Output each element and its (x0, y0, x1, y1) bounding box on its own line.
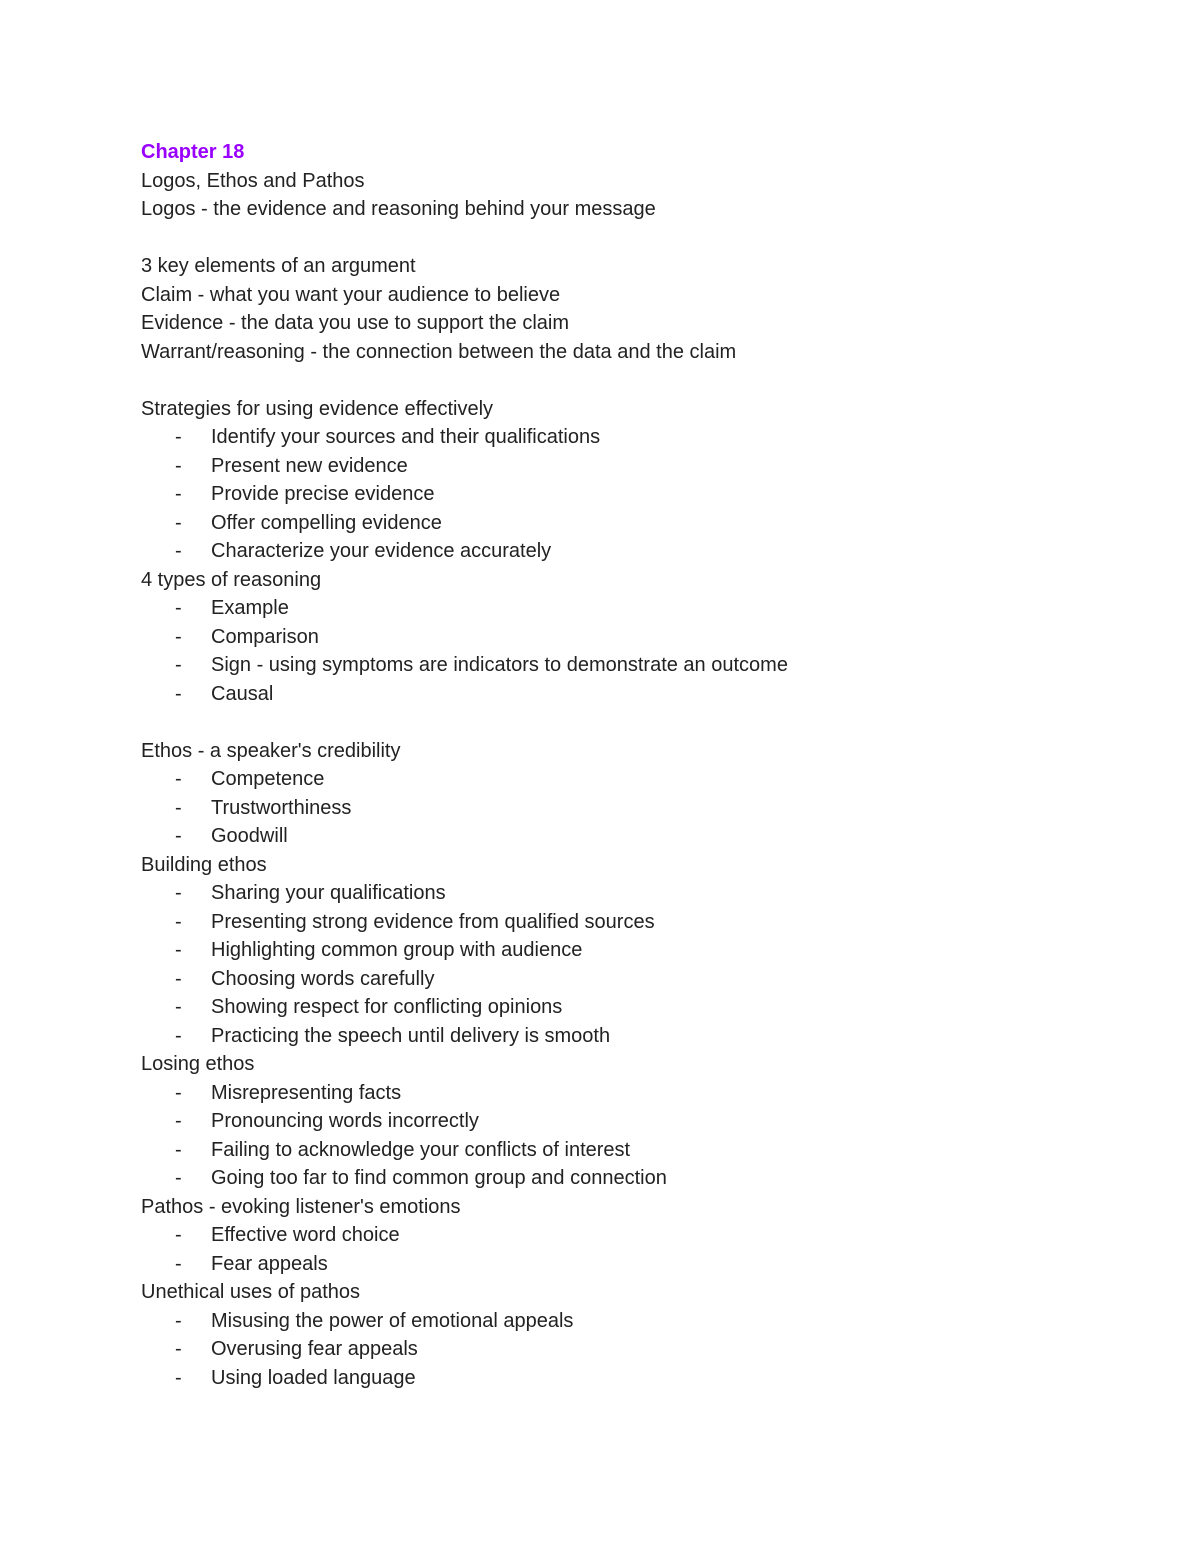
bullet-dash: - (175, 1366, 182, 1389)
list-item: - Example (141, 594, 1141, 623)
bullet-dash: - (175, 1024, 182, 1047)
bullet-dash: - (175, 882, 182, 904)
losing-ethos-heading: Losing ethos (141, 1053, 255, 1075)
spacer (141, 224, 1141, 253)
chapter-title: Chapter 18 (141, 141, 245, 163)
subtitle: Logos, Ethos and Pathos (141, 169, 365, 192)
bullet-dash: - (175, 682, 182, 705)
list-item: - Showing respect for conflicting opinions (141, 993, 1141, 1022)
logos-definition: Logos - the evidence and reasoning behind your message (141, 198, 656, 220)
pathos-heading: Pathos - evoking listener's emotions (141, 1195, 461, 1218)
bullet-dash: - (175, 996, 182, 1018)
bullet-dash: - (175, 967, 182, 990)
bullet-dash: - (175, 939, 182, 961)
bullet-dash: - (175, 426, 182, 448)
list-item: - Using loaded language (141, 1364, 1141, 1393)
bullet-dash: - (175, 1338, 182, 1360)
warrant-definition: Warrant/reasoning - the connection between the data and the claim (141, 340, 737, 363)
list-item: - Trustworthiness (141, 794, 1141, 823)
list-item: - Presenting strong evidence from qualified sources (141, 908, 1141, 937)
list-item: - Misusing the power of emotional appeals (141, 1307, 1141, 1336)
list-item: - Comparison (141, 623, 1141, 652)
bullet-dash: - (175, 1224, 182, 1246)
list-item: - Going too far to find common group and connection (141, 1164, 1141, 1193)
list-item: - Misrepresenting facts (141, 1079, 1141, 1108)
argument-heading: 3 key elements of an argument (141, 255, 416, 277)
list-item: - Overusing fear appeals (141, 1335, 1141, 1364)
ethos-heading: Ethos - a speaker's credibility (141, 739, 401, 762)
spacer (141, 708, 1141, 737)
evidence-definition: Evidence - the data you use to support the claim (141, 312, 570, 334)
unethical-pathos-heading: Unethical uses of pathos (141, 1281, 361, 1303)
bullet-dash: - (175, 796, 182, 819)
bullet-dash: - (175, 483, 182, 505)
bullet-dash: - (175, 1309, 182, 1332)
spacer (141, 366, 1141, 395)
list-item: - Identify your sources and their qualifications (141, 423, 1141, 452)
list-item: - Goodwill (141, 822, 1141, 851)
bullet-dash: - (175, 1167, 182, 1189)
building-ethos-heading: Building ethos (141, 853, 267, 876)
bullet-dash: - (175, 910, 182, 933)
list-item: - Sharing your qualifications (141, 879, 1141, 908)
bullet-dash: - (175, 825, 182, 847)
claim-definition: Claim - what you want your audience to believe (141, 283, 561, 306)
bullet-dash: - (175, 654, 182, 676)
list-item: - Fear appeals (141, 1250, 1141, 1279)
list-item: - Offer compelling evidence (141, 509, 1141, 538)
list-item: - Sign - using symptoms are indicators to demonstrate an outcome (141, 651, 1141, 680)
bullet-dash: - (175, 597, 182, 619)
document-page (141, 138, 1141, 1392)
list-item: - Provide precise evidence (141, 480, 1141, 509)
bullet-dash: - (175, 1110, 182, 1132)
list-item: - Causal (141, 680, 1141, 709)
list-item: - Competence (141, 765, 1141, 794)
list-item: - Failing to acknowledge your conflicts of interest (141, 1136, 1141, 1165)
list-item: - Highlighting common group with audience (141, 936, 1141, 965)
strategies-heading: Strategies for using evidence effectively (141, 397, 494, 420)
list-item: - Characterize your evidence accurately (141, 537, 1141, 566)
list-item: - Present new evidence (141, 452, 1141, 481)
list-item: - Practicing the speech until delivery is smooth (141, 1022, 1141, 1051)
bullet-dash: - (175, 540, 182, 562)
bullet-dash: - (175, 768, 182, 790)
list-item: - Choosing words carefully (141, 965, 1141, 994)
bullet-dash: - (175, 625, 182, 648)
bullet-dash: - (175, 1081, 182, 1104)
list-item: - Pronouncing words incorrectly (141, 1107, 1141, 1136)
list-item: - Effective word choice (141, 1221, 1141, 1250)
bullet-dash: - (175, 454, 182, 477)
bullet-dash: - (175, 1252, 182, 1275)
bullet-dash: - (175, 1138, 182, 1161)
bullet-dash: - (175, 511, 182, 534)
reasoning-heading: 4 types of reasoning (141, 568, 322, 591)
